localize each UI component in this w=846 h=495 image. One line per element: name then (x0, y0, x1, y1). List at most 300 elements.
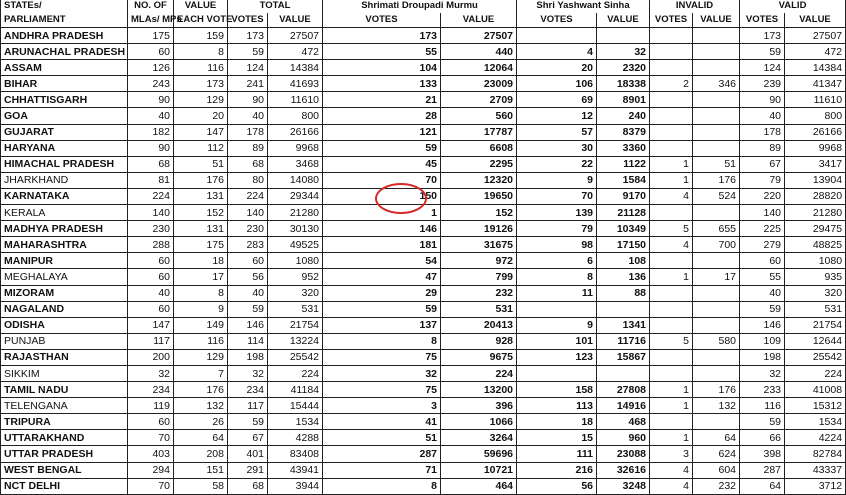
cell-mval: 224 (441, 365, 517, 381)
cell-mval: 2709 (441, 92, 517, 108)
cell-sval: 27808 (597, 382, 650, 398)
cell-sval: 8379 (597, 124, 650, 140)
state-name-cell: WEST BENGAL (1, 462, 128, 478)
cell-vv: 67 (740, 156, 785, 172)
cell-each: 64 (174, 430, 228, 446)
cell-sval: 32616 (597, 462, 650, 478)
cell-mv: 21 (323, 92, 441, 108)
cell-tval: 224 (268, 365, 323, 381)
cell-sv: 57 (517, 124, 597, 140)
cell-mv: 3 (323, 398, 441, 414)
cell-iv: 4 (650, 188, 693, 204)
table-row (1, 430, 846, 446)
cell-tv: 401 (228, 446, 268, 462)
state-name-cell: MAHARASHTRA (1, 237, 128, 253)
cell-ival (693, 301, 740, 317)
cell-tval: 49525 (268, 237, 323, 253)
header-valid-value: VALUE (785, 13, 846, 28)
table-row (1, 172, 846, 188)
cell-tval: 26166 (268, 124, 323, 140)
table-row (1, 124, 846, 140)
cell-iv (650, 414, 693, 430)
state-name-cell: ANDHRA PRADESH (1, 28, 128, 44)
cell-mlas: 224 (128, 188, 174, 204)
cell-iv: 5 (650, 221, 693, 237)
cell-mlas: 147 (128, 317, 174, 333)
state-name-cell: GOA (1, 108, 128, 124)
cell-sval: 10349 (597, 221, 650, 237)
cell-sval: 468 (597, 414, 650, 430)
cell-mval: 6608 (441, 140, 517, 156)
cell-tv: 40 (228, 285, 268, 301)
cell-vval: 9968 (785, 140, 846, 156)
cell-vval: 13904 (785, 172, 846, 188)
cell-sv: 139 (517, 205, 597, 221)
cell-ival: 232 (693, 478, 740, 494)
cell-iv (650, 349, 693, 365)
cell-vval: 15312 (785, 398, 846, 414)
table-row (1, 28, 846, 44)
cell-each: 129 (174, 349, 228, 365)
cell-mlas: 126 (128, 60, 174, 76)
cell-sval: 2320 (597, 60, 650, 76)
cell-ival: 700 (693, 237, 740, 253)
cell-tv: 283 (228, 237, 268, 253)
cell-tv: 173 (228, 28, 268, 44)
cell-mlas: 60 (128, 301, 174, 317)
cell-mval: 396 (441, 398, 517, 414)
cell-vval: 1080 (785, 253, 846, 269)
cell-vval: 3417 (785, 156, 846, 172)
cell-mv: 8 (323, 478, 441, 494)
cell-vval: 28820 (785, 188, 846, 204)
header-sinha-value: VALUE (597, 13, 650, 28)
cell-vval: 935 (785, 269, 846, 285)
cell-mval: 31675 (441, 237, 517, 253)
cell-iv: 3 (650, 446, 693, 462)
cell-iv (650, 92, 693, 108)
cell-iv: 4 (650, 237, 693, 253)
cell-sval: 23088 (597, 446, 650, 462)
cell-sv: 70 (517, 188, 597, 204)
cell-mv: 71 (323, 462, 441, 478)
cell-vv: 40 (740, 108, 785, 124)
cell-vv: 233 (740, 382, 785, 398)
header-states: STATEs/ (1, 0, 128, 13)
cell-iv: 1 (650, 398, 693, 414)
cell-mlas: 117 (128, 333, 174, 349)
cell-each: 149 (174, 317, 228, 333)
cell-sv: 106 (517, 76, 597, 92)
cell-ival (693, 365, 740, 381)
cell-tv: 124 (228, 60, 268, 76)
cell-vv: 398 (740, 446, 785, 462)
cell-mv: 32 (323, 365, 441, 381)
cell-sv: 216 (517, 462, 597, 478)
cell-mval: 928 (441, 333, 517, 349)
cell-vv: 32 (740, 365, 785, 381)
cell-each: 159 (174, 28, 228, 44)
cell-sval: 108 (597, 253, 650, 269)
cell-vv: 239 (740, 76, 785, 92)
cell-vv: 59 (740, 414, 785, 430)
cell-tv: 32 (228, 365, 268, 381)
cell-tval: 21280 (268, 205, 323, 221)
table-row (1, 188, 846, 204)
state-name-cell: TAMIL NADU (1, 382, 128, 398)
cell-ival: 524 (693, 188, 740, 204)
state-name-cell: HARYANA (1, 140, 128, 156)
cell-tval: 320 (268, 285, 323, 301)
cell-sval: 136 (597, 269, 650, 285)
cell-sv: 158 (517, 382, 597, 398)
state-name-cell: GUJARAT (1, 124, 128, 140)
cell-mval: 1066 (441, 414, 517, 430)
cell-vv: 140 (740, 205, 785, 221)
table-row (1, 414, 846, 430)
cell-tv: 224 (228, 188, 268, 204)
cell-each: 18 (174, 253, 228, 269)
cell-each: 129 (174, 92, 228, 108)
header-valid-votes: VOTES (740, 13, 785, 28)
cell-sv: 69 (517, 92, 597, 108)
cell-tval: 27507 (268, 28, 323, 44)
cell-mv: 173 (323, 28, 441, 44)
cell-mv: 59 (323, 140, 441, 156)
cell-vval: 320 (785, 285, 846, 301)
header-murmu: Shrimati Droupadi Murmu (323, 0, 517, 13)
cell-iv (650, 60, 693, 76)
cell-mval: 152 (441, 205, 517, 221)
cell-tv: 90 (228, 92, 268, 108)
state-name-cell: CHHATTISGARH (1, 92, 128, 108)
cell-mlas: 200 (128, 349, 174, 365)
cell-ival (693, 317, 740, 333)
cell-tval: 30130 (268, 221, 323, 237)
cell-ival (693, 92, 740, 108)
table-row (1, 205, 846, 221)
cell-ival (693, 108, 740, 124)
cell-mval: 17787 (441, 124, 517, 140)
cell-iv (650, 28, 693, 44)
cell-vv: 89 (740, 140, 785, 156)
cell-sv: 22 (517, 156, 597, 172)
state-name-cell: JHARKHAND (1, 172, 128, 188)
table-row (1, 156, 846, 172)
cell-mval: 2295 (441, 156, 517, 172)
cell-sv: 79 (517, 221, 597, 237)
cell-mval: 59696 (441, 446, 517, 462)
cell-tval: 14384 (268, 60, 323, 76)
cell-mlas: 243 (128, 76, 174, 92)
cell-mv: 45 (323, 156, 441, 172)
cell-sval: 3248 (597, 478, 650, 494)
state-name-cell: UTTAR PRADESH (1, 446, 128, 462)
cell-mlas: 70 (128, 430, 174, 446)
cell-sv: 111 (517, 446, 597, 462)
cell-mv: 8 (323, 333, 441, 349)
cell-mlas: 40 (128, 108, 174, 124)
cell-mval: 232 (441, 285, 517, 301)
cell-each: 8 (174, 44, 228, 60)
cell-mlas: 294 (128, 462, 174, 478)
cell-iv (650, 253, 693, 269)
cell-iv: 5 (650, 333, 693, 349)
cell-tv: 114 (228, 333, 268, 349)
state-name-cell: TRIPURA (1, 414, 128, 430)
cell-tv: 178 (228, 124, 268, 140)
cell-tval: 15444 (268, 398, 323, 414)
cell-tv: 117 (228, 398, 268, 414)
cell-mv: 1 (323, 205, 441, 221)
cell-vv: 109 (740, 333, 785, 349)
cell-iv (650, 285, 693, 301)
cell-mv: 70 (323, 172, 441, 188)
state-name-cell: NCT DELHI (1, 478, 128, 494)
cell-vv: 59 (740, 301, 785, 317)
cell-sv: 8 (517, 269, 597, 285)
cell-mval: 13200 (441, 382, 517, 398)
cell-each: 173 (174, 76, 228, 92)
cell-tv: 68 (228, 156, 268, 172)
cell-vval: 4224 (785, 430, 846, 446)
cell-mv: 150 (323, 188, 441, 204)
cell-sv: 9 (517, 317, 597, 333)
table-body (1, 28, 846, 495)
cell-sval: 960 (597, 430, 650, 446)
cell-tv: 68 (228, 478, 268, 494)
header-value: VALUE (174, 0, 228, 13)
cell-tv: 241 (228, 76, 268, 92)
cell-each: 116 (174, 333, 228, 349)
cell-sv: 18 (517, 414, 597, 430)
cell-sval: 15867 (597, 349, 650, 365)
cell-mval: 19126 (441, 221, 517, 237)
state-name-cell: RAJASTHAN (1, 349, 128, 365)
cell-vval: 531 (785, 301, 846, 317)
cell-mval: 12320 (441, 172, 517, 188)
header-row-bottom (1, 13, 846, 28)
cell-mv: 75 (323, 382, 441, 398)
cell-sval: 11716 (597, 333, 650, 349)
state-name-cell: MIZORAM (1, 285, 128, 301)
state-name-cell: HIMACHAL PRADESH (1, 156, 128, 172)
header-invalid-votes: VOTES (650, 13, 693, 28)
header-parliament: PARLIAMENT (1, 13, 128, 28)
cell-mv: 54 (323, 253, 441, 269)
header-sinha: Shri Yashwant Sinha (517, 0, 650, 13)
cell-vv: 60 (740, 253, 785, 269)
cell-mv: 287 (323, 446, 441, 462)
cell-tval: 29344 (268, 188, 323, 204)
table-row (1, 285, 846, 301)
cell-mlas: 60 (128, 253, 174, 269)
cell-each: 208 (174, 446, 228, 462)
cell-tv: 59 (228, 44, 268, 60)
cell-ival (693, 414, 740, 430)
cell-sv: 101 (517, 333, 597, 349)
cell-sval: 14916 (597, 398, 650, 414)
cell-iv: 1 (650, 172, 693, 188)
cell-ival (693, 285, 740, 301)
cell-each: 8 (174, 285, 228, 301)
cell-iv: 1 (650, 269, 693, 285)
header-each-vote: EACH VOTE (174, 13, 228, 28)
cell-tval: 43941 (268, 462, 323, 478)
cell-tval: 531 (268, 301, 323, 317)
cell-vv: 59 (740, 44, 785, 60)
table-row (1, 269, 846, 285)
table-row (1, 60, 846, 76)
cell-mv: 29 (323, 285, 441, 301)
cell-vval: 472 (785, 44, 846, 60)
cell-tval: 3468 (268, 156, 323, 172)
table-row (1, 92, 846, 108)
state-name-cell: BIHAR (1, 76, 128, 92)
cell-vv: 220 (740, 188, 785, 204)
cell-vval: 224 (785, 365, 846, 381)
cell-tv: 40 (228, 108, 268, 124)
cell-vval: 12644 (785, 333, 846, 349)
cell-sval: 1122 (597, 156, 650, 172)
cell-sv: 6 (517, 253, 597, 269)
table-row (1, 44, 846, 60)
cell-ival: 64 (693, 430, 740, 446)
cell-mlas: 60 (128, 44, 174, 60)
cell-ival: 346 (693, 76, 740, 92)
table-row (1, 108, 846, 124)
header-row-top (1, 0, 846, 13)
cell-mlas: 182 (128, 124, 174, 140)
cell-vv: 66 (740, 430, 785, 446)
cell-each: 112 (174, 140, 228, 156)
state-name-cell: TELENGANA (1, 398, 128, 414)
table-row (1, 478, 846, 494)
cell-iv (650, 301, 693, 317)
cell-iv: 1 (650, 430, 693, 446)
cell-sval: 18338 (597, 76, 650, 92)
cell-mval: 19650 (441, 188, 517, 204)
cell-vval: 25542 (785, 349, 846, 365)
cell-ival: 51 (693, 156, 740, 172)
cell-tv: 146 (228, 317, 268, 333)
cell-sval (597, 28, 650, 44)
cell-mv: 55 (323, 44, 441, 60)
cell-ival (693, 349, 740, 365)
cell-mval: 972 (441, 253, 517, 269)
cell-sv: 12 (517, 108, 597, 124)
cell-tval: 952 (268, 269, 323, 285)
cell-each: 7 (174, 365, 228, 381)
cell-each: 20 (174, 108, 228, 124)
cell-tval: 21754 (268, 317, 323, 333)
cell-mlas: 60 (128, 269, 174, 285)
cell-tv: 140 (228, 205, 268, 221)
cell-mlas: 175 (128, 28, 174, 44)
cell-iv: 1 (650, 382, 693, 398)
cell-each: 58 (174, 478, 228, 494)
cell-mval: 3264 (441, 430, 517, 446)
cell-mval: 799 (441, 269, 517, 285)
cell-vval: 1534 (785, 414, 846, 430)
cell-mv: 146 (323, 221, 441, 237)
cell-vval: 14384 (785, 60, 846, 76)
cell-tval: 472 (268, 44, 323, 60)
cell-tval: 83408 (268, 446, 323, 462)
cell-sval: 21128 (597, 205, 650, 221)
cell-ival (693, 253, 740, 269)
cell-mval: 531 (441, 301, 517, 317)
header-invalid-value: VALUE (693, 13, 740, 28)
cell-mlas: 68 (128, 156, 174, 172)
cell-tv: 234 (228, 382, 268, 398)
cell-ival: 624 (693, 446, 740, 462)
cell-mlas: 40 (128, 285, 174, 301)
header-sinha-votes: VOTES (517, 13, 597, 28)
table-row (1, 446, 846, 462)
cell-sv: 98 (517, 237, 597, 253)
cell-ival: 176 (693, 172, 740, 188)
cell-each: 9 (174, 301, 228, 317)
cell-mlas: 288 (128, 237, 174, 253)
cell-sv: 123 (517, 349, 597, 365)
cell-vv: 198 (740, 349, 785, 365)
cell-iv: 2 (650, 76, 693, 92)
cell-iv (650, 124, 693, 140)
cell-vval: 3712 (785, 478, 846, 494)
cell-each: 175 (174, 237, 228, 253)
cell-sval (597, 365, 650, 381)
table-row (1, 221, 846, 237)
cell-vv: 124 (740, 60, 785, 76)
cell-tval: 13224 (268, 333, 323, 349)
state-name-cell: PUNJAB (1, 333, 128, 349)
cell-vval: 11610 (785, 92, 846, 108)
cell-mlas: 403 (128, 446, 174, 462)
cell-sval: 240 (597, 108, 650, 124)
cell-vval: 43337 (785, 462, 846, 478)
cell-vv: 79 (740, 172, 785, 188)
cell-sv (517, 28, 597, 44)
cell-vv: 64 (740, 478, 785, 494)
cell-mv: 59 (323, 301, 441, 317)
table-row (1, 237, 846, 253)
cell-mv: 51 (323, 430, 441, 446)
cell-vval: 29475 (785, 221, 846, 237)
cell-vval: 48825 (785, 237, 846, 253)
state-name-cell: MEGHALAYA (1, 269, 128, 285)
cell-ival: 176 (693, 382, 740, 398)
cell-mlas: 81 (128, 172, 174, 188)
cell-ival: 17 (693, 269, 740, 285)
cell-tval: 14080 (268, 172, 323, 188)
table-row (1, 253, 846, 269)
cell-vv: 173 (740, 28, 785, 44)
cell-vv: 287 (740, 462, 785, 478)
state-name-cell: UTTARAKHAND (1, 430, 128, 446)
cell-sval: 17150 (597, 237, 650, 253)
cell-sv: 11 (517, 285, 597, 301)
cell-sval: 32 (597, 44, 650, 60)
table-row (1, 398, 846, 414)
cell-ival (693, 44, 740, 60)
cell-each: 131 (174, 221, 228, 237)
cell-tval: 800 (268, 108, 323, 124)
cell-tv: 59 (228, 414, 268, 430)
cell-sv: 4 (517, 44, 597, 60)
cell-each: 151 (174, 462, 228, 478)
cell-vv: 146 (740, 317, 785, 333)
